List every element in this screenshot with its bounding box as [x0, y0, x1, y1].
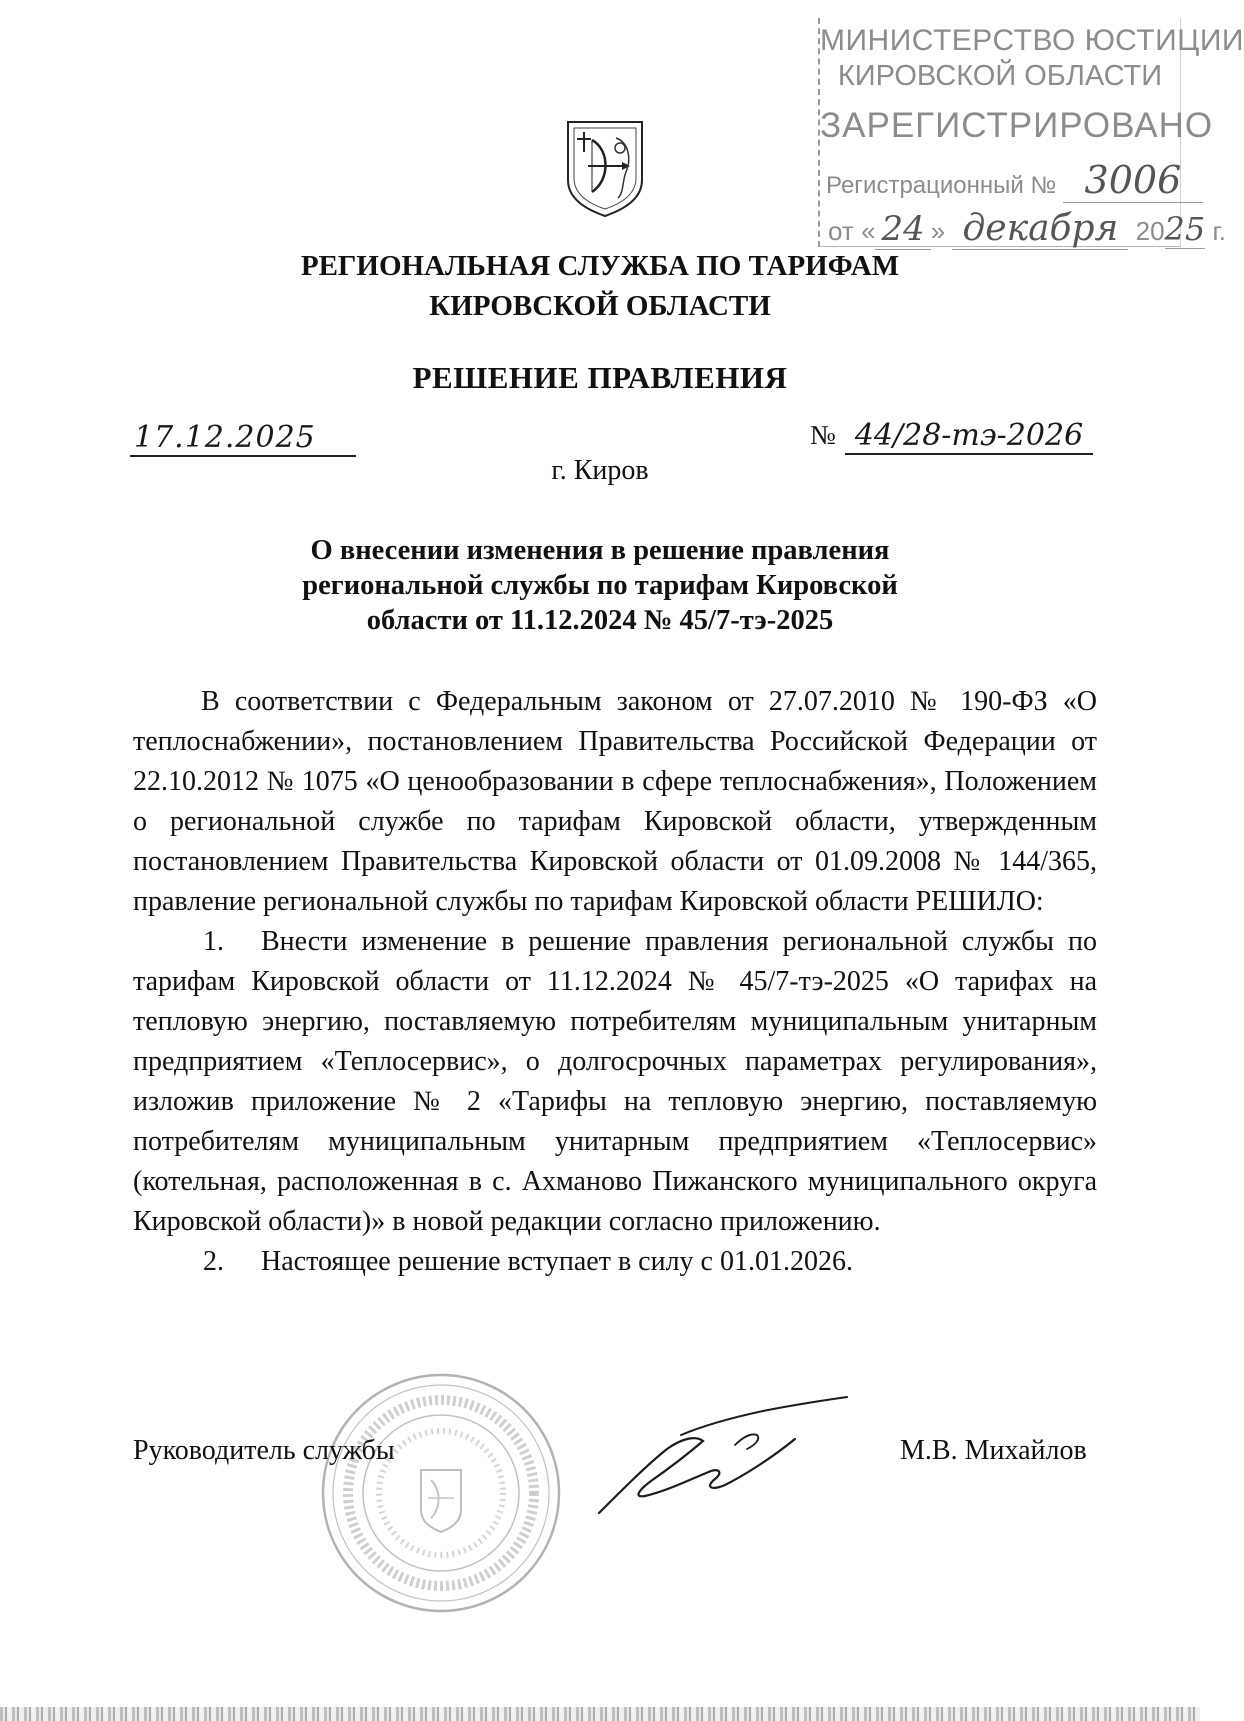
document-number-sign: № [810, 420, 836, 450]
stamp-region: КИРОВСКОЙ ОБЛАСТИ [837, 60, 1163, 92]
document-number: 44/28-тэ-2026 [845, 418, 1093, 455]
signatory-name: М.В. Михайлов [900, 1435, 1087, 1466]
document-date: 17.12.2025 [130, 420, 356, 457]
stamp-status: ЗАРЕГИСТРИРОВАНО [820, 106, 1214, 145]
stamp-date-day: 24 [875, 209, 930, 250]
item-1-text: Внести изменение в решение правления региональной службы по тарифам Кировской области от 11.12.2024 № 45/7-тэ-2025 «О тарифах на тепловую энергию, поставляемую потребителям муниципальным унитарным предприятием «Теплосервис», о долгосрочных параметрах регулирования», изложив приложение № 2 «Тарифы на тепловую энергию, поставляемую потребителям муниципальным унитарным предприятием «Теплосервис» (котельная, расположенная в с. Ахманово Пижанского муниципального округа Кировской области)» в новой редакции согласно приложению. [133, 926, 1097, 1237]
registration-stamp [818, 18, 1244, 249]
stamp-number-value: 3006 [1063, 158, 1203, 203]
subject-line3: области от 11.12.2024 № 45/7-тэ-2025 [366, 605, 834, 636]
stamp-date-suffix: г. [1212, 216, 1227, 246]
stamp-date-month: декабря [952, 208, 1128, 250]
org-name-line1: РЕГИОНАЛЬНАЯ СЛУЖБА ПО ТАРИФАМ [300, 250, 900, 282]
resolution-item-1 [133, 922, 1097, 1242]
official-seal-icon [318, 1370, 564, 1616]
signature-mark [585, 1395, 855, 1525]
stamp-date-row [828, 208, 1226, 249]
scan-edge-artifact [0, 1707, 1200, 1721]
preamble-paragraph: В соответствии с Федеральным законом от 27.07.2010 № 190-ФЗ «О теплоснабжении», постановлением Правительства Российской Федерации от 22.10.2012 № 1075 «О ценообразовании в сфере теплоснабжения», Положением о региональной службе по тарифам Кировской области, утвержденным постановлением Правительства Кировской области от 01.09.2008 № 144/365, правление региональной службы по тарифам Кировской области РЕШИЛО: [133, 686, 1097, 917]
resolution-item-2 [133, 1242, 1097, 1282]
item-2-text: Настоящее решение вступает в силу с 01.01.2026. [261, 1246, 853, 1277]
signatory-position: Руководитель службы [133, 1435, 395, 1466]
stamp-date-prefix: от « [828, 216, 876, 246]
document-subject [150, 533, 1050, 638]
stamp-date-year-suffix: 25 [1164, 210, 1206, 248]
stamp-number-label: Регистрационный № [826, 172, 1057, 199]
document-body [133, 682, 1097, 1282]
item-1-number: 1. [203, 926, 224, 957]
stamp-number-row [826, 158, 1203, 203]
document-type: РЕШЕНИЕ ПРАВЛЕНИЯ [412, 360, 788, 395]
stamp-date-year-prefix: 20 [1135, 216, 1165, 246]
coat-of-arms-icon [562, 118, 648, 218]
stamp-date-mid: » [930, 216, 946, 246]
subject-line2: региональной службы по тарифам Кировской [302, 570, 898, 601]
subject-line1: О внесении изменения в решение правления [310, 535, 890, 566]
stamp-ministry: МИНИСТЕРСТВО ЮСТИЦИИ [820, 24, 1244, 57]
item-2-number: 2. [203, 1246, 224, 1277]
document-city: г. Киров [551, 455, 649, 486]
org-name-line2: КИРОВСКОЙ ОБЛАСТИ [429, 290, 771, 322]
